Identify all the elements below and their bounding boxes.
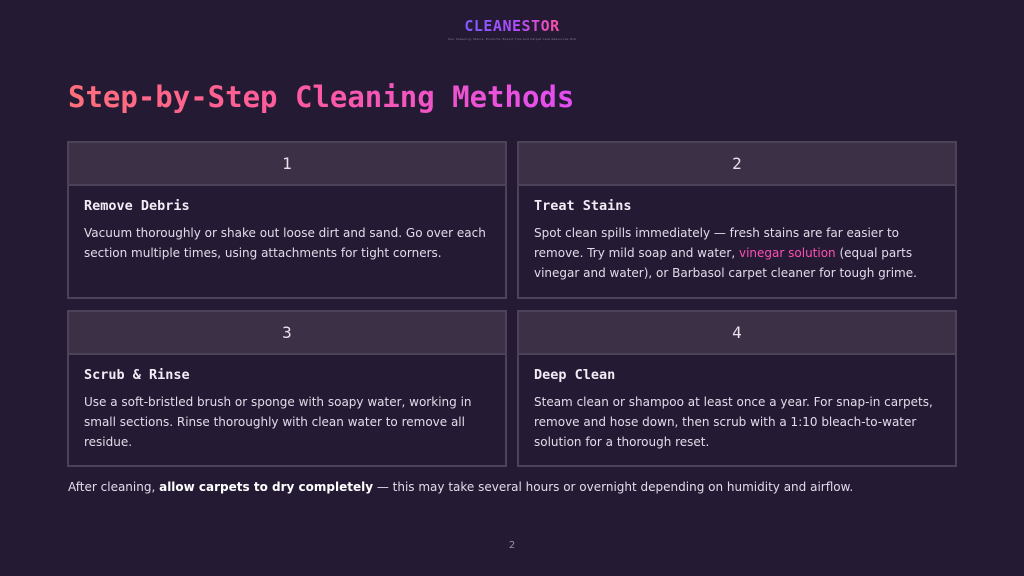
step-number: 3 [69,312,505,355]
step-card-2 [517,141,957,299]
step-card-3 [67,310,507,467]
step-heading: Deep Clean [534,367,616,383]
drying-note [68,480,853,494]
page-title: Step-by-Step Cleaning Methods [68,80,575,114]
step-description-start: Spot clean spills immediately — fresh stains are far easier to remove. Try mild soap and water, [534,226,899,260]
step-number: 1 [69,143,505,186]
step-heading: Scrub & Rinse [84,367,190,383]
step-number: 4 [519,312,955,355]
step-heading: Treat Stains [534,198,632,214]
step-description: Vacuum thoroughly or shake out loose dirt and sand. Go over each section multiple times, using attachments for tight corners. [84,226,486,260]
drying-note-emphasis: allow carpets to dry completely [159,480,374,494]
drying-note-start: After cleaning, [68,480,160,494]
step-number: 2 [519,143,955,186]
drying-note-end: — this may take several hours or overnight depending on humidity and airflow. [373,480,854,494]
step-description [534,223,940,283]
step-card-4 [517,310,957,467]
step-description-end: (equal parts vinegar and water), or Barbasol carpet cleaner for tough grime. [534,246,917,280]
logo-tagline: Your Cleaning, Stains, Products, Expert Tips and Carpet Care Resources Hub [447,37,577,41]
page-number: 2 [508,540,516,551]
step-heading: Remove Debris [84,198,190,214]
vinegar-solution-link[interactable]: vinegar solution [739,246,836,260]
logo [0,16,1024,41]
step-card-1 [67,141,507,299]
step-description: Use a soft-bristled brush or sponge with soapy water, working in small sections. Rinse thoroughly with clean water to remove all residue. [84,395,472,449]
logo-wordmark: CLEANESTOR [464,17,560,35]
step-description: Steam clean or shampoo at least once a year. For snap-in carpets, remove and hose down, then scrub with a 1:10 bleach-to-water solution for a thorough reset. [534,395,933,449]
